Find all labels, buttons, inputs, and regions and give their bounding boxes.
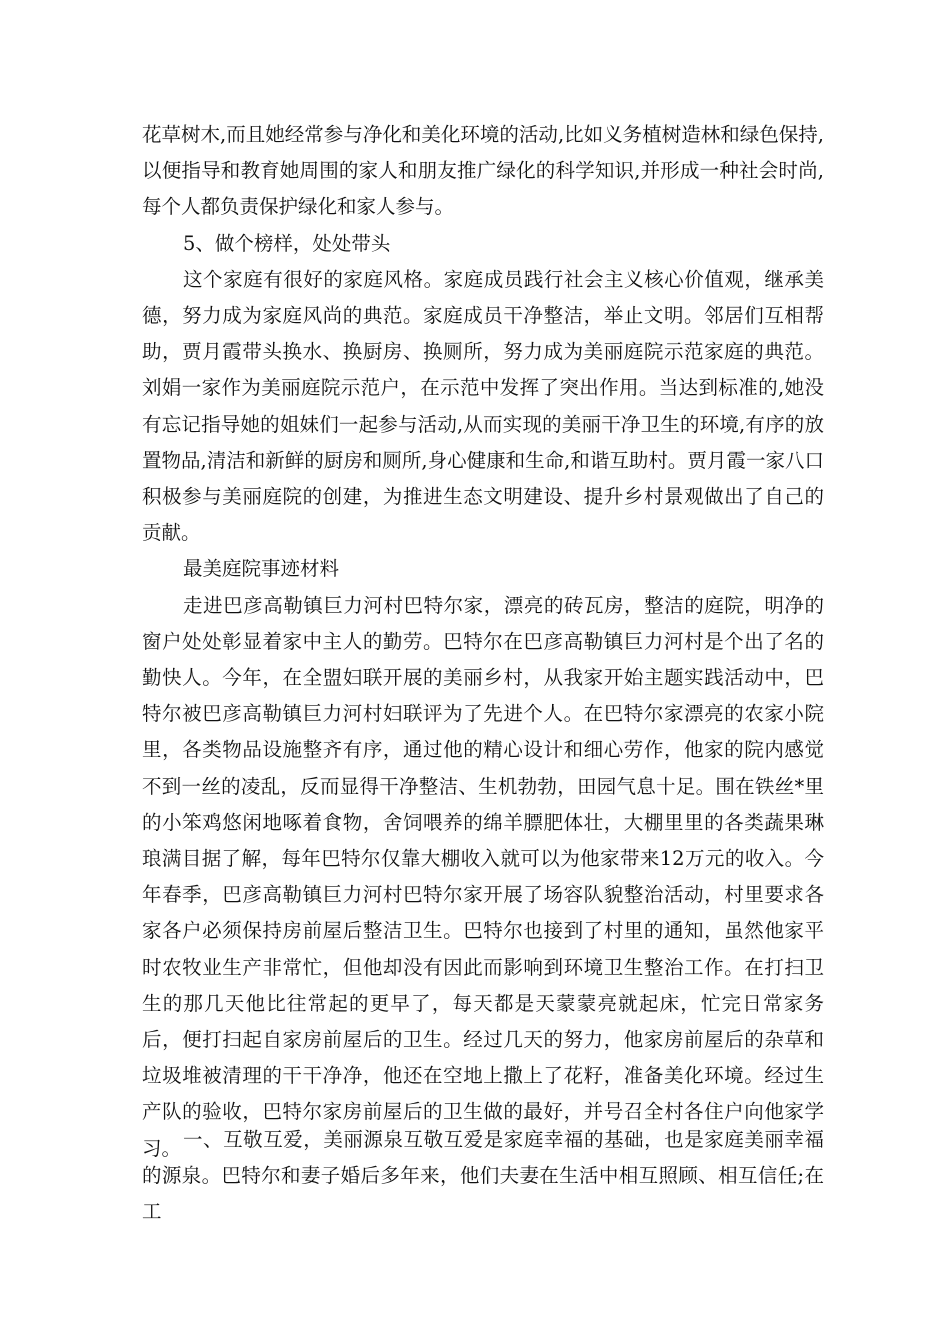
section-heading-role-model: 5、做个榜样，处处带头: [183, 231, 391, 255]
paragraph-mutual-respect: 一、互敬互爱，美丽源泉互敬互爱是家庭幸福的基础，也是家庭美丽幸福的源泉。巴特尔和妻子婚后多年来，他们夫妻在生活中相互照顾、相互信任;在工: [142, 1128, 824, 1224]
text-block-upper: [142, 117, 824, 1167]
paragraph-bateer-family: 走进巴彦高勒镇巨力河村巴特尔家，漂亮的砖瓦房，整洁的庭院，明净的窗户处处彰显着家中主人的勤劳。巴特尔在巴彦高勒镇巨力河村是个出了名的勤快人。今年，在全盟妇联开展的美丽乡村，从我家开始主题实践活动中，巴特尔被巴彦高勒镇巨力河村妇联评为了先进个人。在巴特尔家漂亮的农家小院里，各类物品设施整齐有序，通过他的精心设计和细心劳作，他家的院内感觉不到一丝的凌乱，反而显得干净整洁、生机勃勃，田园气息十足。围在铁丝*里的小笨鸡悠闲地啄着食物，舍饲喂养的绵羊膘肥体壮，大棚里里的各类蔬果琳琅满目据了解，每年巴特尔仅靠大棚收入就可以为他家带来12万元的收入。今年春季，巴彦高勒镇巨力河村巴特尔家开展了场容队貌整治活动，村里要求各家各户必须保持房前屋后整洁卫生。巴特尔也接到了村里的通知，虽然他家平时农牧业生产非常忙，但他却没有因此而影响到环境卫生整治工作。在打扫卫生的那几天他比往常起的更早了，每天都是天蒙蒙亮就起床，忙完日常家务后，便打扫起自家房前屋后的卫生。经过几天的努力，他家房前屋后的杂草和垃圾堆被清理的干干净净，他还在空地上撒上了花籽，准备美化环境。经过生产队的验收，巴特尔家房前屋后的卫生做的最好，并号召全村各住户向他家学习。: [142, 593, 824, 1160]
paragraph-family-style: 这个家庭有很好的家庭风格。家庭成员践行社会主义核心价值观，继承美德，努力成为家庭风尚的典范。家庭成员干净整洁，举止文明。邻居们互相帮助，贾月霞带头换水、换厨房、换厕所，努力成为美丽庭院示范家庭的典范。刘娟一家作为美丽庭院示范户，在示范中发挥了突出作用。当达到标准的,她没有忘记指导她的姐妹们一起参与活动,从而实现的美丽干净卫生的环境,有序的放置物品,清洁和新鲜的厨房和厕所,身心健康和生命,和谐互助村。贾月霞一家八口积极参与美丽庭院的创建，为推进生态文明建设、提升乡村景观做出了自己的贡献。: [142, 267, 824, 545]
paragraph-greening: 花草树木,而且她经常参与净化和美化环境的活动,比如义务植树造林和绿色保持,以便指导和教育她周围的家人和朋友推广绿化的科学知识,并形成一种社会时尚,每个人都负责保护绿化和家人参与。: [142, 123, 824, 219]
text-block-lower: [142, 1122, 824, 1231]
section-heading-best-courtyard: 最美庭院事迹材料: [183, 557, 340, 581]
